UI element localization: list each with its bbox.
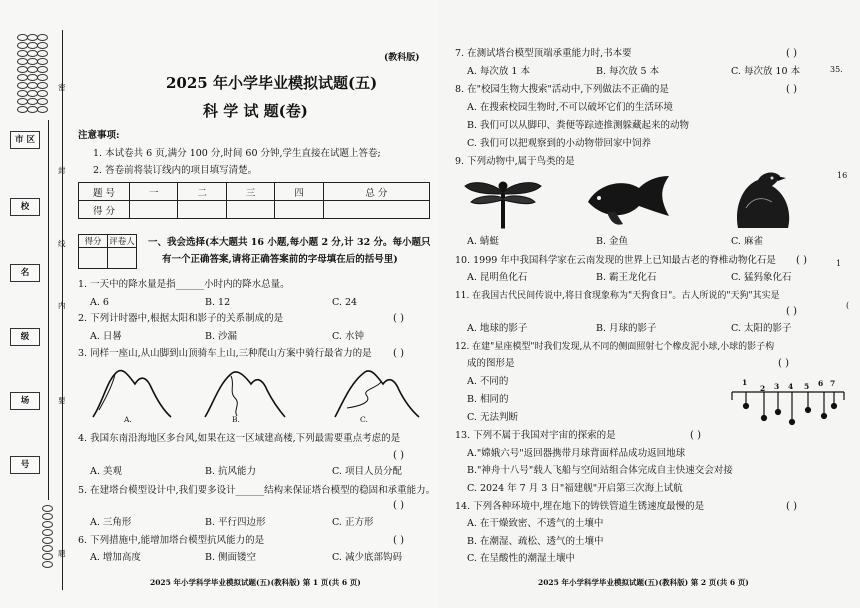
edge-mark: (: [846, 301, 850, 310]
section-title-cont: 有一个正确答案,请将正确答案前的字母填在后的括号里): [162, 254, 398, 265]
exam-page-2: [438, 0, 860, 608]
model-number: 4: [788, 382, 794, 391]
question-stem-cont: 成的图形是: [467, 358, 515, 369]
answer-paren[interactable]: ( ): [393, 313, 404, 324]
model-number: 7: [830, 379, 836, 388]
option-a[interactable]: A. 每次放 1 本: [467, 66, 530, 77]
mountain-b-icon: [205, 372, 285, 417]
figure-label-b[interactable]: B.: [232, 415, 240, 424]
score-cell[interactable]: [226, 201, 274, 219]
option-c[interactable]: C. 麻雀: [731, 236, 763, 247]
edge-mark: 1: [836, 259, 842, 268]
answer-paren[interactable]: ( ): [786, 501, 797, 512]
option-a[interactable]: A. 不同的: [467, 376, 509, 387]
model-number: 1: [742, 378, 748, 387]
answer-paren[interactable]: ( ): [778, 358, 789, 369]
exam-room-label: 场: [10, 392, 40, 410]
figure-label-c[interactable]: C.: [360, 415, 368, 424]
binding-char: 封: [58, 166, 66, 175]
score-cell[interactable]: [130, 201, 178, 219]
section-score-box: [78, 234, 137, 269]
option-c[interactable]: C. 无法判断: [467, 412, 518, 423]
score-row-label: 得 分: [79, 201, 130, 219]
score-header-cell: 总 分: [323, 183, 429, 201]
exam-title: 2025 年小学毕业模拟试题(五): [166, 74, 378, 92]
sparrow-image: [728, 168, 798, 230]
mountain-c-icon: [335, 371, 419, 417]
figure-label-a[interactable]: A.: [124, 415, 132, 424]
edge-mark: 35.: [830, 65, 843, 74]
question-stem: 7. 在测试塔台模型顶端承重能力时,书本要: [455, 48, 632, 59]
option-b[interactable]: B."神舟十八号"载人飞船与空间站组合体完成自主快速交会对接: [467, 465, 733, 476]
mountain-route-figures: [85, 362, 425, 422]
goldfish-image: [583, 172, 673, 230]
answer-paren[interactable]: ( ): [690, 430, 701, 441]
option-c[interactable]: C. 项目人员分配: [332, 466, 402, 477]
model-number: 6: [818, 379, 824, 388]
answer-paren[interactable]: ( ): [786, 306, 797, 317]
notice-title: 注意事项:: [78, 130, 120, 141]
binding-char: 内: [58, 301, 66, 310]
seat-number-label: 号: [10, 456, 40, 474]
score-cell[interactable]: [178, 201, 226, 219]
model-number: 2: [760, 384, 766, 393]
option-c[interactable]: C. 正方形: [332, 517, 374, 528]
score-header-cell: 二: [178, 183, 226, 201]
score-cell[interactable]: [323, 201, 429, 219]
option-b[interactable]: B. 相同的: [467, 394, 509, 405]
score-header-cell: 题 号: [79, 183, 130, 201]
option-a[interactable]: A. 三角形: [90, 517, 132, 528]
dragonfly-image: [463, 172, 543, 230]
option-a[interactable]: A. 增加高度: [90, 552, 141, 563]
mountain-a-icon: [93, 371, 171, 417]
binding-line-inner: [48, 120, 49, 500]
question-stem: 8. 在"校园生物大搜索"活动中,下列做法不正确的是: [455, 84, 669, 95]
grade-label: 级: [10, 328, 40, 346]
question-stem: 14. 下列各种环境中,埋在地下的铸铁管道生锈速度最慢的是: [455, 501, 705, 512]
option-b[interactable]: B. 沙漏: [205, 331, 238, 342]
score-box-cell[interactable]: [79, 248, 108, 269]
page-footer: 2025 年小学科学毕业模拟试题(五)(教科版) 第 2 页(共 6 页): [538, 578, 749, 587]
binding-char: 要: [58, 396, 66, 405]
option-a[interactable]: A. 在搜索校园生物时,不可以破坏它们的生活环境: [467, 102, 673, 113]
section-title: 一、我会选择(本大题共 16 小题,每小题 2 分,计 32 分。每小题只: [148, 237, 431, 248]
question-stem: 1. 一天中的降水量是指______小时内的降水总量。: [78, 279, 290, 290]
question-stem: 3. 同样一座山,从山脚到山顶骑车上山,三种爬山方案中骑行最省力的是: [78, 348, 372, 359]
question-stem: 5. 在建塔台模型设计中,我们要多设计______结构来保证塔台模型的稳固和承重能力。: [78, 485, 436, 496]
option-b[interactable]: B. 平行四边形: [205, 517, 266, 528]
model-number: 3: [774, 382, 780, 391]
option-b[interactable]: B. 在潮湿、疏松、透气的土壤中: [467, 536, 604, 547]
option-a[interactable]: A. 6: [90, 297, 109, 308]
option-a[interactable]: A. 地球的影子: [467, 323, 528, 334]
option-a[interactable]: A."嫦娥六号"返回器携带月球背面样品成功返回地球: [467, 448, 686, 459]
option-a[interactable]: A. 在干燥致密、不透气的土壤中: [467, 518, 604, 529]
binding-char: 密: [58, 83, 66, 92]
score-box-cell[interactable]: [108, 248, 137, 269]
option-b[interactable]: B. 每次放 5 本: [596, 66, 660, 77]
edge-mark: 16: [837, 171, 848, 180]
question-stem: 4. 我国东南沿海地区多台风,如果在这一区域建高楼,下列最需要重点考虑的是: [78, 433, 401, 444]
option-b[interactable]: B. 霸王龙化石: [596, 272, 657, 283]
question-stem: 9. 下列动物中,属于鸟类的是: [455, 156, 575, 167]
score-header-cell: 三: [226, 183, 274, 201]
option-c[interactable]: C. 水钟: [332, 331, 364, 342]
score-box-header: 得分: [79, 235, 108, 248]
question-stem: 12. 在建"星座模型"时我们发现,从不同的侧面照射七个橡皮泥小球,小球的影子构: [455, 342, 775, 352]
page-footer: 2025 年小学科学毕业模拟试题(五)(教科版) 第 1 页(共 6 页): [150, 578, 361, 587]
model-number: 5: [804, 382, 810, 391]
question-stem: 6. 下列措施中,能增加塔台模型抗风能力的是: [78, 535, 265, 546]
option-b[interactable]: B. 抗风能力: [205, 466, 257, 477]
option-c[interactable]: C. 减少底部钩码: [332, 552, 402, 563]
option-c[interactable]: C. 我们可以把观察到的小动物带回家中饲养: [467, 138, 651, 149]
district-label: 市 区: [10, 131, 40, 149]
score-box-header: 评卷人: [108, 235, 137, 248]
option-a[interactable]: A. 美观: [90, 466, 122, 477]
option-c[interactable]: C. 在呈酸性的潮湿土壤中: [467, 553, 575, 564]
binding-char: 题: [58, 549, 66, 558]
notice-item: 1. 本试卷共 6 页,满分 100 分,时间 60 分钟,学生直接在试题上答卷;: [93, 148, 381, 159]
answer-paren[interactable]: ( ): [393, 500, 404, 511]
answer-paren[interactable]: ( ): [786, 48, 797, 59]
option-c[interactable]: C. 每次放 10 本: [731, 66, 801, 77]
answer-paren[interactable]: ( ): [786, 84, 797, 95]
option-b[interactable]: B. 我们可以从脚印、粪便等踪迹推测躲藏起来的动物: [467, 120, 690, 131]
answer-paren[interactable]: ( ): [393, 450, 404, 461]
answer-paren[interactable]: ( ): [393, 535, 404, 546]
option-a[interactable]: A. 蜻蜓: [467, 236, 499, 247]
option-c[interactable]: C. 猛犸象化石: [731, 272, 792, 283]
answer-paren[interactable]: ( ): [393, 348, 404, 359]
notice-item: 2. 答卷前将装订线内的项目填写清楚。: [93, 165, 258, 176]
edition-label: (教科版): [384, 53, 420, 63]
option-b[interactable]: B. 金鱼: [596, 236, 629, 247]
option-a[interactable]: A. 昆明鱼化石: [467, 272, 528, 283]
exam-subtitle: 科 学 试 题(卷): [203, 102, 308, 120]
score-header-cell: 一: [130, 183, 178, 201]
question-stem: 10. 1999 年中我国科学家在云南发现的世界上已知最古老的脊椎动物化石是: [455, 255, 776, 266]
answer-paren[interactable]: ( ): [796, 255, 807, 266]
option-c[interactable]: C. 太阳的影子: [731, 323, 792, 334]
option-b[interactable]: B. 月球的影子: [596, 323, 657, 334]
question-stem: 13. 下列不属于我国对宇宙的探索的是: [455, 430, 616, 441]
option-a[interactable]: A. 日晷: [90, 331, 122, 342]
option-c[interactable]: C. 2024 年 7 月 3 日"福建舰"开启第三次海上试航: [467, 483, 683, 494]
binding-char: 线: [58, 239, 66, 248]
question-stem: 11. 在我国古代民间传说中,将日食现象称为"天狗食日"。古人所说的"天狗"其实是: [455, 291, 780, 301]
option-b[interactable]: B. 侧面镂空: [205, 552, 257, 563]
score-table: [78, 182, 430, 219]
option-b[interactable]: B. 12: [205, 297, 231, 308]
question-stem: 2. 下列计时器中,根据太阳和影子的关系制成的是: [78, 313, 284, 324]
option-c[interactable]: C. 24: [332, 297, 358, 308]
score-header-cell: 四: [275, 183, 323, 201]
score-cell[interactable]: [275, 201, 323, 219]
name-label: 名: [10, 264, 40, 282]
school-label: 校: [10, 198, 40, 216]
